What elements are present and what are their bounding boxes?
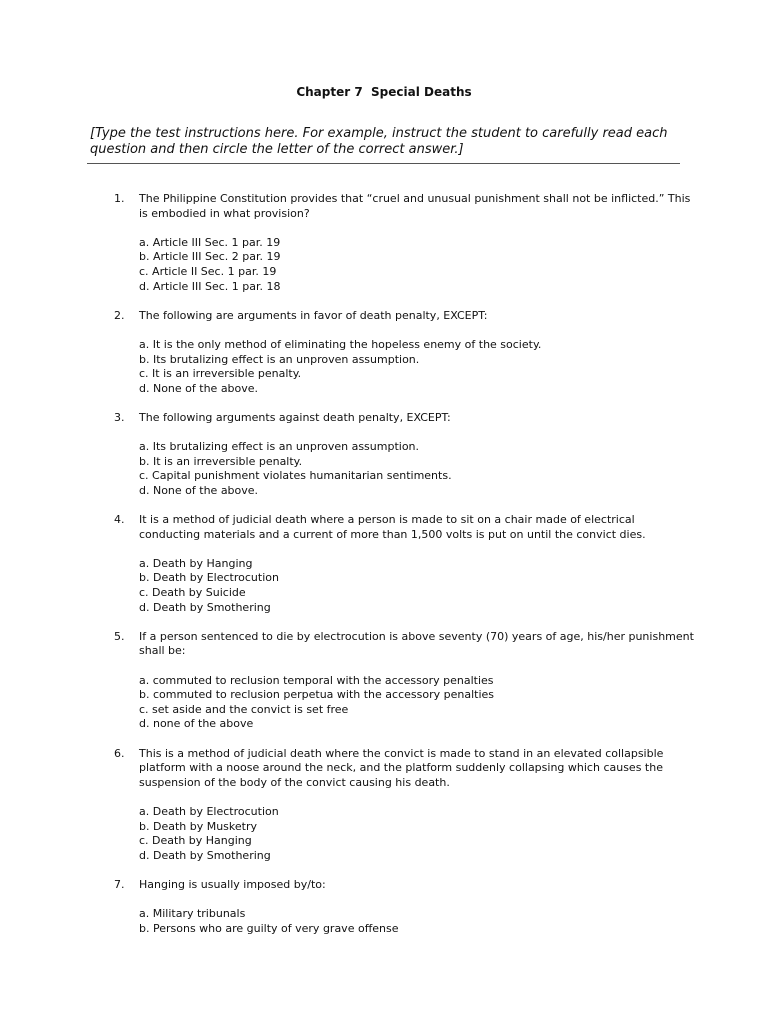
answer-choice: a. Death by Electrocution bbox=[139, 804, 279, 818]
question-number: 6. bbox=[114, 746, 125, 760]
answer-choice: d. Death by Smothering bbox=[139, 848, 271, 862]
question-text: This is a method of judicial death where the convict is made to stand in an elevated collapsible platform with a noose around the neck, and the platform suddenly collapsing which causes the suspension of the body of the convict causing his death. bbox=[139, 746, 664, 789]
answer-choice: c. Death by Suicide bbox=[139, 586, 246, 600]
question-number: 2. bbox=[114, 308, 125, 322]
answer-choice: a. Military tribunals bbox=[139, 907, 246, 921]
question-number: 3. bbox=[114, 410, 125, 424]
question-text: It is a method of judicial death where a person is made to sit on a chair made of electrical conducting materials and a current of more than 1,500 volts is put on until the convict dies. bbox=[139, 513, 646, 541]
answer-choice: d. none of the above bbox=[139, 717, 254, 731]
question-text: The Philippine Constitution provides that “cruel and unusual punishment shall not be inflicted.” This is embodied in what provision? bbox=[139, 192, 691, 220]
question-number: 1. bbox=[114, 192, 125, 205]
question-item bbox=[114, 309, 694, 397]
question-item bbox=[114, 878, 694, 936]
question-item bbox=[114, 747, 694, 864]
answer-choice: a. Its brutalizing effect is an unproven assumption. bbox=[139, 440, 420, 454]
page-title: Chapter 7 Special Deaths bbox=[296, 85, 472, 99]
test-instructions: [Type the test instructions here. For example, instruct the student to carefully read each question and then circle the letter of the correct answer.] bbox=[90, 126, 668, 157]
answer-choice: b. commuted to reclusion perpetua with the accessory penalties bbox=[139, 688, 495, 702]
answer-choice: d. Article III Sec. 1 par. 18 bbox=[139, 279, 281, 293]
answer-choice: a. Article III Sec. 1 par. 19 bbox=[139, 235, 281, 249]
answer-choice: d. Death by Smothering bbox=[139, 600, 271, 614]
answer-choice: b. Death by Musketry bbox=[139, 819, 258, 833]
answer-choice: c. set aside and the convict is set free bbox=[139, 702, 349, 716]
answer-choice: a. It is the only method of eliminating the hopeless enemy of the society. bbox=[139, 337, 542, 351]
question-number: 7. bbox=[114, 877, 125, 891]
answer-choice: a. commuted to reclusion temporal with the accessory penalties bbox=[139, 673, 494, 687]
question-number: 4. bbox=[114, 513, 125, 527]
answer-choice: b. Its brutalizing effect is an unproven assumption. bbox=[139, 352, 420, 366]
answer-choice: b. Death by Electrocution bbox=[139, 571, 279, 585]
question-list bbox=[114, 192, 694, 951]
question-item bbox=[114, 411, 694, 499]
answer-choice: b. Article III Sec. 2 par. 19 bbox=[139, 250, 281, 264]
question-text: Hanging is usually imposed by/to: bbox=[139, 877, 326, 891]
horizontal-divider bbox=[87, 163, 680, 164]
answer-choice: c. It is an irreversible penalty. bbox=[139, 367, 302, 381]
answer-choice: b. Persons who are guilty of very grave offense bbox=[139, 921, 399, 935]
answer-choice: c. Death by Hanging bbox=[139, 834, 252, 848]
question-text: The following are arguments in favor of death penalty, EXCEPT: bbox=[139, 308, 488, 322]
question-item bbox=[114, 192, 694, 294]
answer-choice: a. Death by Hanging bbox=[139, 556, 253, 570]
answer-choice: c. Capital punishment violates humanitarian sentiments. bbox=[139, 469, 452, 483]
answer-choice: d. None of the above. bbox=[139, 381, 259, 395]
question-item bbox=[114, 630, 694, 732]
answer-choice: c. Article II Sec. 1 par. 19 bbox=[139, 264, 277, 278]
answer-choice: d. None of the above. bbox=[139, 483, 259, 497]
question-item bbox=[114, 513, 694, 615]
answer-choice: b. It is an irreversible penalty. bbox=[139, 454, 303, 468]
question-number: 5. bbox=[114, 629, 125, 643]
question-text: If a person sentenced to die by electrocution is above seventy (70) years of age, his/her punishment shall be: bbox=[139, 629, 694, 658]
question-text: The following arguments against death penalty, EXCEPT: bbox=[139, 410, 451, 424]
